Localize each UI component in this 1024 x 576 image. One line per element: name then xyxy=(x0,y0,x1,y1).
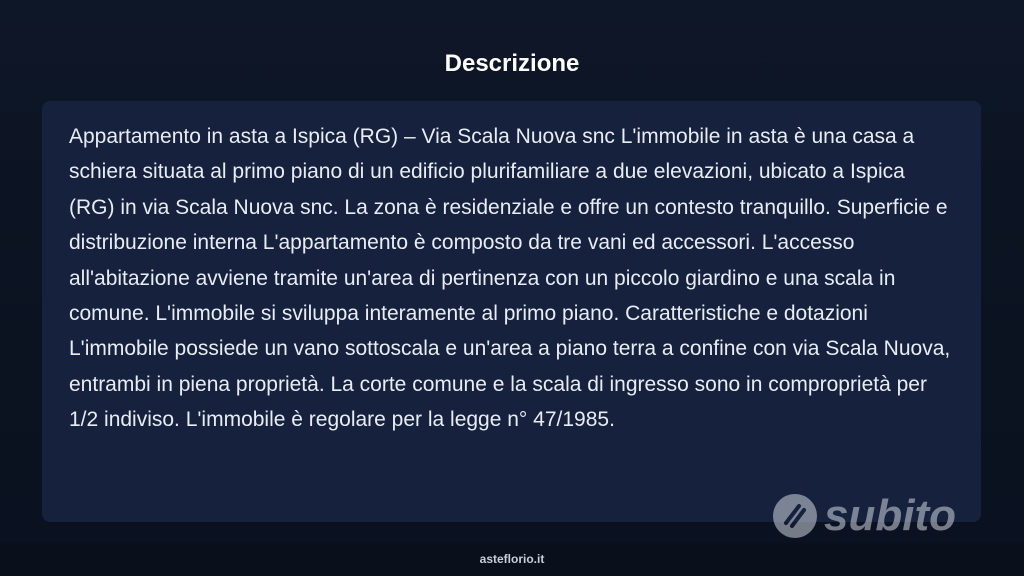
footer xyxy=(0,543,1024,576)
description-card xyxy=(42,101,981,522)
page-title: Descrizione xyxy=(444,50,580,77)
footer-site-label: asteflorio.it xyxy=(479,552,545,566)
subito-watermark xyxy=(772,490,956,542)
subito-logo-icon xyxy=(772,493,818,539)
subito-wordmark: subito xyxy=(824,491,956,540)
description-text: Appartamento in asta a Ispica (RG) – Via Scala Nuova snc L'immobile in asta è una casa a schiera situata al primo piano di un edificio plurifamiliare a due elevazioni, ubicato a Ispica (RG) in via Scala Nuova snc. La zona è residenziale e offre un contesto tranquillo. Superficie e distribuzione interna L'appartamento è composto da tre vani ed accessori. L'accesso all'abitazione avviene tramite un'area di pertinenza con un piccolo giardino e una scala in comune. L'immobile si sviluppa interamente al primo piano. Caratteristiche e dotazioni L'immobile possiede un vano sottoscala e un'area a piano terra a confine con via Scala Nuova, entrambi in piena proprietà. La corte comune e la scala di ingresso sono in comproprietà per 1/2 indiviso. L'immobile è regolare per la legge n° 47/1985. xyxy=(69,125,951,432)
